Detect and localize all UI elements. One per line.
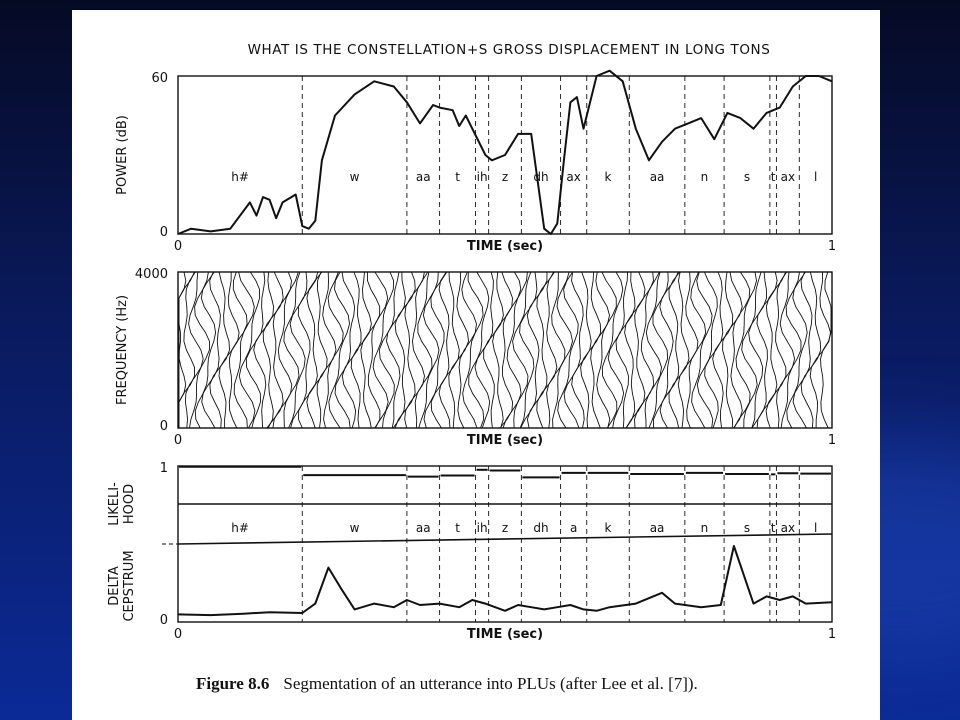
x-tick-label-2-0: 0 — [173, 433, 183, 448]
figure-caption — [196, 674, 876, 694]
caption-label: Figure 8.6 — [196, 674, 270, 693]
x-tick-label-2-1: 1 — [827, 433, 837, 448]
x-tick-label-1-1: 1 — [827, 239, 837, 254]
x-tick-label-1-0: 0 — [173, 239, 183, 254]
phone-label-1-11: s — [743, 170, 751, 184]
frequency-track-88 — [777, 272, 795, 428]
frequency-track-3 — [185, 272, 203, 428]
frequency-track-61 — [591, 272, 610, 428]
frequency-track-75 — [687, 272, 706, 428]
delta-cepstrum-line — [178, 546, 832, 615]
frequency-track-34 — [395, 272, 424, 428]
frequency-track-11 — [239, 272, 259, 428]
frequency-track-78 — [705, 272, 723, 428]
caption-text: Segmentation of an utterance into PLUs (after Lee et al. [7]). — [283, 674, 698, 693]
x-axis-label-1: TIME (sec) — [466, 239, 544, 254]
frequency-track-62 — [597, 272, 617, 428]
frequency-track-81 — [731, 272, 750, 428]
y-tick-label-1-bottom: 0 — [159, 225, 168, 240]
frequency-track-5 — [195, 272, 215, 428]
phone-label-3-0: h# — [231, 521, 249, 535]
frequency-track-55 — [547, 272, 565, 428]
frequency-track-2 — [179, 272, 195, 428]
y-axis-label-1: POWER (dB) — [115, 115, 130, 195]
phone-label-3-3: t — [455, 521, 460, 535]
frequency-track-18 — [289, 272, 307, 428]
frequency-track-87 — [766, 272, 787, 428]
frequency-track-82 — [734, 272, 756, 428]
delta-region-separator — [178, 534, 832, 544]
frequency-track-64 — [608, 272, 627, 428]
frequency-track-48 — [500, 272, 521, 428]
phone-label-3-9: aa — [649, 521, 665, 535]
frequency-track-57 — [558, 272, 579, 428]
phone-label-1-13: ax — [780, 170, 796, 184]
frequency-track-9 — [229, 272, 247, 428]
y-axis-label-likelihood-2: HOOD — [122, 483, 137, 525]
phone-label-1-1: w — [349, 170, 360, 184]
frequency-track-4 — [190, 272, 210, 428]
phone-label-3-6: dh — [533, 521, 549, 535]
frequency-track-65 — [616, 272, 635, 428]
frequency-track-63 — [602, 272, 623, 428]
frequency-track-94 — [821, 272, 832, 428]
frequency-track-40 — [439, 272, 459, 428]
frequency-track-89 — [781, 272, 801, 428]
phone-label-1-9: aa — [649, 170, 665, 184]
frequency-track-42 — [458, 272, 477, 428]
phone-label-1-6: dh — [533, 170, 549, 184]
frequency-track-58 — [564, 272, 583, 428]
frequency-track-39 — [431, 272, 449, 428]
frequency-track-53 — [527, 272, 554, 428]
frequency-track-52 — [521, 272, 547, 428]
x-axis-label-3: TIME (sec) — [466, 627, 544, 642]
phone-label-3-10: n — [700, 521, 709, 535]
y-tick-label-1-top: 60 — [151, 71, 168, 86]
chart-title: WHAT IS THE CONSTELLATION+S GROSS DISPLACEMENT IN LONG TONS — [247, 42, 771, 58]
figure-card — [72, 10, 880, 720]
y-tick-label-2-top: 4000 — [134, 267, 168, 282]
frequency-track-70 — [649, 272, 668, 428]
frequency-track-47 — [493, 272, 513, 428]
power-series-line — [178, 71, 832, 234]
frequency-track-54 — [537, 272, 557, 428]
frequency-track-76 — [692, 272, 713, 428]
frequency-track-14 — [263, 272, 283, 428]
phone-label-1-5: z — [501, 170, 509, 184]
phone-label-3-1: w — [349, 521, 360, 535]
phone-label-3-11: s — [743, 521, 751, 535]
frequency-track-44 — [469, 272, 489, 428]
phone-label-3-5: z — [501, 521, 509, 535]
phone-label-1-12: t — [770, 170, 776, 184]
phone-label-1-7: ax — [566, 170, 581, 184]
y-tick-label-2-bottom: 0 — [159, 419, 168, 434]
frequency-track-35 — [405, 272, 428, 428]
phone-label-1-8: k — [604, 170, 612, 184]
frequency-track-50 — [513, 272, 531, 428]
frequency-track-49 — [503, 272, 527, 428]
phone-label-1-0: h# — [231, 170, 249, 184]
y-tick-label-3-top: 1 — [159, 461, 168, 476]
x-axis-label-2: TIME (sec) — [466, 433, 544, 448]
phone-label-3-8: k — [604, 521, 612, 535]
phone-label-1-3: t — [455, 170, 460, 184]
y-axis-label-2: FREQUENCY (Hz) — [115, 294, 130, 406]
phone-label-1-2: aa — [415, 170, 431, 184]
figure-svg — [72, 10, 880, 720]
x-tick-label-3-1: 1 — [827, 627, 837, 642]
phone-label-3-13: ax — [780, 521, 796, 535]
phone-label-3-2: aa — [415, 521, 431, 535]
y-tick-label-3-bottom: 0 — [159, 613, 168, 628]
frequency-track-56 — [553, 272, 573, 428]
phone-label-3-14: l — [813, 521, 818, 535]
phone-label-3-12: t — [770, 521, 776, 535]
y-axis-label-delta-1: DELTA — [107, 566, 122, 606]
frequency-track-10 — [234, 272, 254, 428]
phone-label-1-4: ih — [476, 170, 488, 184]
frequency-track-36 — [415, 272, 432, 428]
frequency-track-24 — [329, 272, 350, 428]
plot-frame-3 — [178, 466, 832, 622]
frequency-track-80 — [723, 272, 743, 428]
phone-label-1-14: l — [813, 170, 818, 184]
frequency-track-30 — [373, 272, 394, 428]
phone-label-3-4: ih — [476, 521, 488, 535]
frequency-track-13 — [254, 272, 274, 428]
y-axis-label-delta-2: CEPSTRUM — [122, 550, 137, 622]
frequency-track-60 — [581, 272, 601, 428]
phone-label-1-10: n — [700, 170, 709, 184]
x-tick-label-3-0: 0 — [173, 627, 183, 642]
y-axis-label-likelihood-1: LIKELI- — [107, 482, 122, 526]
phone-label-3-7: a — [569, 521, 578, 535]
frequency-track-90 — [787, 272, 807, 428]
